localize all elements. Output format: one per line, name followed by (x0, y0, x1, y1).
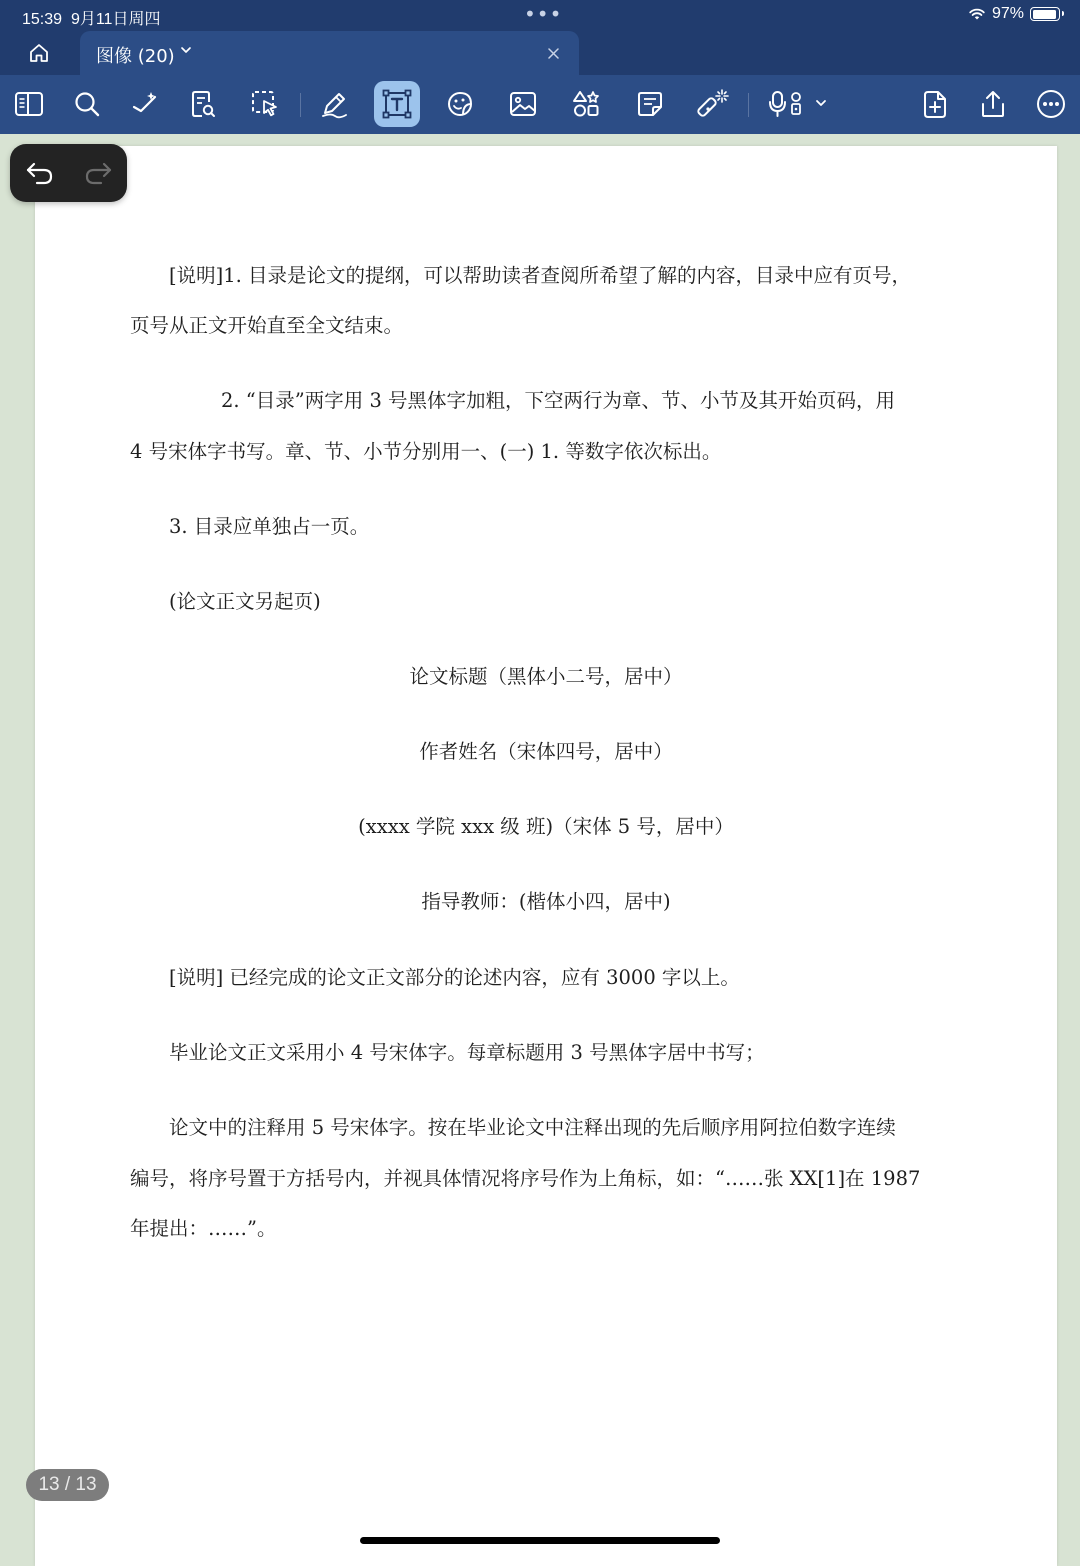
image-button[interactable] (500, 81, 546, 127)
tab-row (0, 31, 1080, 75)
document-tab-title: 图像 (20) (96, 46, 175, 67)
shapes-button[interactable] (563, 81, 609, 127)
lasso-select-icon (250, 89, 280, 119)
undo-icon (25, 160, 55, 186)
search-icon (73, 90, 101, 118)
doc-line: 论文中的注释用 5 号宋体字。按在毕业论文中注释出现的先后顺序用阿拉伯数字连续 (169, 1116, 896, 1139)
pen-icon (319, 89, 349, 119)
search-button[interactable] (64, 81, 110, 127)
more-icon (1035, 88, 1067, 120)
doc-line: 年提出：……”。 (130, 1217, 277, 1240)
status-bar (0, 0, 1080, 30)
thesis-title-line: 论文标题（黑体小二号，居中） (409, 665, 683, 688)
college-line: (xxxx 学院 xxx 级 班)（宋体 5 号，居中） (358, 815, 734, 838)
document-tab[interactable] (80, 31, 579, 75)
undo-redo-pill (10, 144, 127, 202)
doc-line: 毕业论文正文采用小 4 号宋体字。每章标题用 3 号黑体字居中书写； (169, 1041, 765, 1064)
laser-pointer-icon (697, 88, 729, 120)
battery-icon (1030, 7, 1060, 21)
status-right (968, 5, 1060, 23)
shapes-icon (571, 89, 601, 119)
author-line: 作者姓名（宋体四号，居中） (419, 740, 673, 763)
microphone-icon (767, 89, 827, 119)
multitasking-dots-icon[interactable]: ••• (524, 2, 563, 26)
doc-line: 4 号宋体字书写。章、节、小节分别用一、(一) 1. 等数字依次标出。 (130, 440, 722, 463)
sticky-note-icon (635, 89, 665, 119)
document-scan-button[interactable] (180, 81, 226, 127)
image-icon (508, 90, 538, 118)
add-page-icon (921, 89, 949, 119)
redo-icon (83, 160, 113, 186)
document-search-icon (189, 89, 217, 119)
doc-line: [说明] 已经完成的论文正文部分的论述内容，应有 3000 字以上。 (169, 966, 740, 989)
add-page-button[interactable] (912, 81, 958, 127)
status-time-value: 15:39 (22, 11, 63, 28)
sticker-icon (445, 89, 475, 119)
doc-line: 页号从正文开始直至全文结束。 (130, 314, 404, 337)
chevron-down-icon[interactable] (180, 44, 192, 56)
doc-line: 编号，将序号置于方括号内，并视具体情况将序号作为上角标，如：“……张 XX[1]在 1987 (130, 1167, 921, 1190)
doc-line: 2. “目录”两字用 3 号黑体字加粗，下空两行为章、节、小节及其开始页码，用 (221, 389, 896, 412)
sticker-button[interactable] (437, 81, 483, 127)
doc-line: (论文正文另起页) (169, 590, 321, 613)
close-tab-button[interactable] (543, 43, 563, 63)
battery-percent: 97% (991, 5, 1024, 22)
ai-sparkle-icon (130, 90, 160, 118)
status-time (22, 6, 160, 29)
text-box-icon (381, 88, 413, 120)
ai-assist-button[interactable] (122, 81, 168, 127)
toolbar-separator (300, 93, 301, 117)
sticky-note-button[interactable] (627, 81, 673, 127)
advisor-line: 指导教师：(楷体小四，居中) (421, 890, 671, 913)
doc-line: 3. 目录应单独占一页。 (169, 515, 370, 538)
redo-button[interactable] (82, 157, 114, 189)
home-icon (28, 42, 50, 64)
lasso-button[interactable] (242, 81, 288, 127)
record-audio-button[interactable] (764, 81, 830, 127)
doc-line: [说明]1. 目录是论文的提纲，可以帮助读者查阅所希望了解的内容，目录中应有页号， (169, 264, 912, 287)
toolbar (0, 75, 1080, 134)
home-button[interactable] (20, 39, 58, 67)
sidebar-toggle-button[interactable] (6, 81, 52, 127)
document-page[interactable] (35, 146, 1057, 1566)
text-box-button[interactable] (374, 81, 420, 127)
laser-pointer-button[interactable] (690, 81, 736, 127)
undo-button[interactable] (24, 157, 56, 189)
home-indicator[interactable] (360, 1537, 720, 1544)
pen-button[interactable] (311, 81, 357, 127)
more-button[interactable] (1028, 81, 1074, 127)
share-icon (978, 89, 1008, 119)
page-indicator[interactable]: 13 / 13 (26, 1469, 109, 1501)
wifi-icon (968, 7, 986, 21)
battery-fill (1033, 10, 1056, 19)
top-bar (0, 0, 1080, 134)
share-button[interactable] (970, 81, 1016, 127)
close-icon (548, 48, 559, 59)
toolbar-separator (748, 93, 749, 117)
sidebar-toggle-icon (14, 90, 44, 118)
status-date: 9月11日周四 (70, 11, 161, 28)
